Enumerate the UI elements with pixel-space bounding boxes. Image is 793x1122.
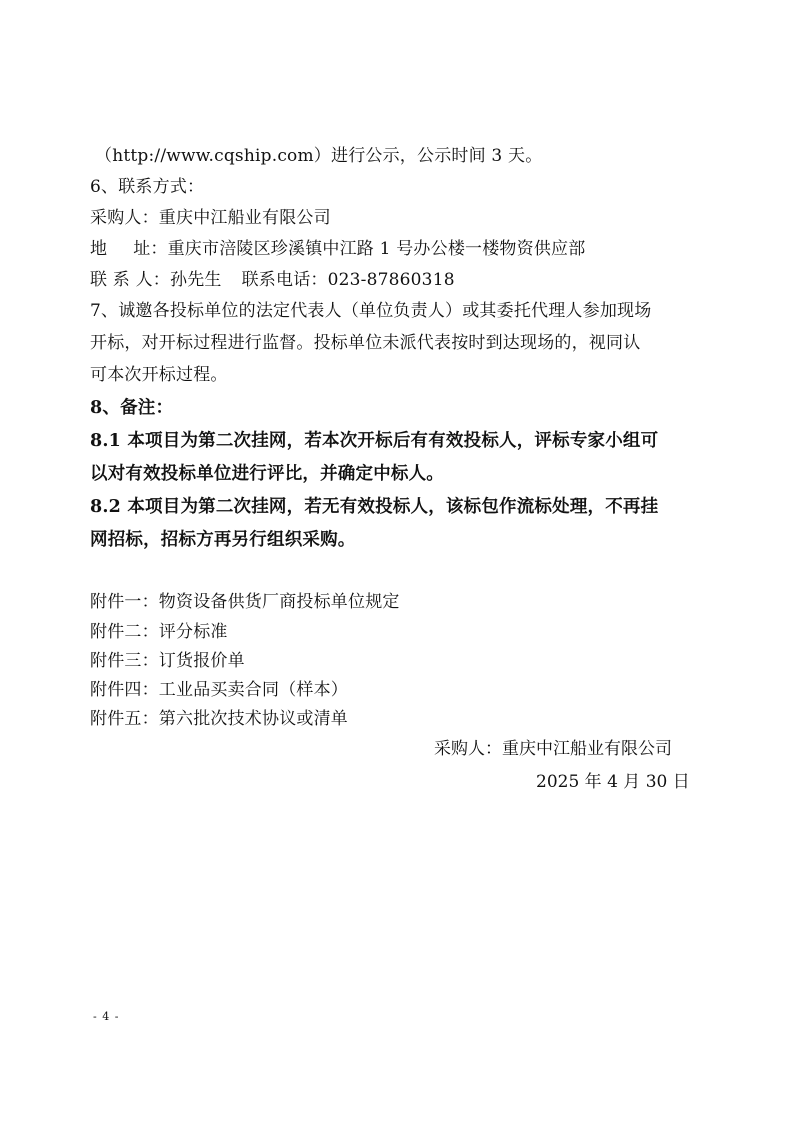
section7-line-1: 7、诚邀各投标单位的法定代表人（单位负责人）或其委托代理人参加现场 xyxy=(90,301,652,321)
note-8-1-line-2: 以对有效投标单位进行评比，并确定中标人。 xyxy=(90,464,444,484)
page-number: - 4 - xyxy=(93,1010,120,1023)
contact-phone: 联系电话：023-87860318 xyxy=(241,270,455,290)
signature-purchaser: 采购人：重庆中江船业有限公司 xyxy=(434,739,672,759)
note-8-1-line-1: 8.1 本项目为第二次挂网，若本次开标后有有效投标人，评标专家小组可 xyxy=(90,431,659,451)
purchaser-line: 采购人：重庆中江船业有限公司 xyxy=(90,208,331,228)
attachment-4: 附件四：工业品买卖合同（样本） xyxy=(90,680,348,700)
announcement-url-line: （http://www.cqship.com）进行公示，公示时间 3 天。 xyxy=(95,146,543,166)
section6-heading: 6、联系方式： xyxy=(90,177,205,197)
address-line xyxy=(90,238,585,260)
attachment-5: 附件五：第六批次技术协议或清单 xyxy=(90,709,348,729)
section7-line-3: 可本次开标过程。 xyxy=(90,365,228,385)
signature-date: 2025 年 4 月 30 日 xyxy=(536,772,690,792)
address-label-2: 址： xyxy=(133,239,168,259)
note-8-2-line-1: 8.2 本项目为第二次挂网，若无有效投标人，该标包作流标处理，不再挂 xyxy=(90,497,659,517)
note-8-2-line-2: 网招标，招标方再另行组织采购。 xyxy=(90,530,356,550)
attachment-1: 附件一：物资设备供货厂商投标单位规定 xyxy=(90,592,400,612)
section8-heading: 8、备注： xyxy=(90,398,174,418)
contact-person: 联 系 人：孙先生 xyxy=(90,270,222,290)
attachment-2: 附件二：评分标准 xyxy=(90,622,228,642)
address-value: 重庆市涪陵区珍溪镇中江路 1 号办公楼一楼物资供应部 xyxy=(167,239,586,259)
address-label: 地 xyxy=(90,239,108,259)
contact-line xyxy=(90,269,455,291)
section7-line-2: 开标，对开标过程进行监督。投标单位未派代表按时到达现场的，视同认 xyxy=(90,333,641,353)
attachment-3: 附件三：订货报价单 xyxy=(90,651,245,671)
